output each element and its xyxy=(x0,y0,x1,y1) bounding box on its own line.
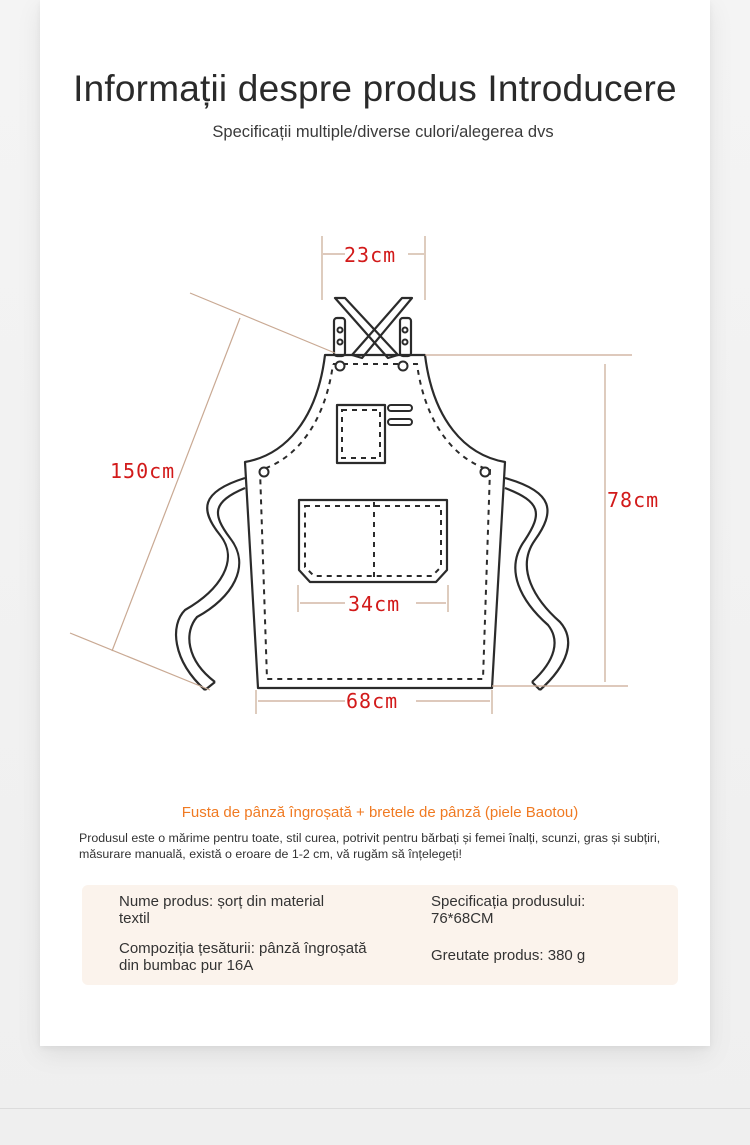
spec-product-name: Nume produs: șorț din material textil xyxy=(119,893,325,927)
spec-product-size: Specificația produsului: 76*68CM xyxy=(431,893,586,927)
rivet-icon xyxy=(403,328,408,333)
spec-fabric-composition: Compoziția țesăturii: pânză îngroșată din bumbac pur 16A xyxy=(119,940,367,974)
total-length-label: 150cm xyxy=(110,459,176,483)
rivet-icon xyxy=(338,328,343,333)
chest-pocket-stitching xyxy=(342,410,380,458)
strap-width-label: 23cm xyxy=(344,243,397,267)
body-stitching xyxy=(260,364,490,679)
rivet-icon xyxy=(403,340,408,345)
page-subtitle: Specificații multiple/diverse culori/alegerea dvs xyxy=(212,123,554,141)
pen-slot-icon xyxy=(388,419,412,425)
rivet-icon xyxy=(481,468,490,477)
apron-stitching xyxy=(260,364,490,679)
apron-rivets xyxy=(260,328,490,477)
specs-panel xyxy=(82,885,678,985)
product-description: Produsul este o mărime pentru toate, stil curea, potrivit pentru bărbați și femei înalți, scunzi, gras și subțiri, măsurare manuală, există o eroare de 1-2 cm, vă rugăm să înțelegeți! xyxy=(79,831,661,861)
rivet-icon xyxy=(399,362,408,371)
footer-divider xyxy=(0,1108,750,1109)
strap-buckle-right xyxy=(400,318,411,356)
fabric-title: Fusta de pânză îngroșată + bretele de pânză (piele Baotou) xyxy=(181,804,579,821)
apron-outline xyxy=(176,298,568,690)
waist-strap-left xyxy=(176,478,245,690)
page-title: Informații despre produs Introducere xyxy=(73,68,677,109)
waist-strap-right xyxy=(505,478,568,690)
rivet-icon xyxy=(260,468,269,477)
strap-buckle-left xyxy=(334,318,345,356)
rivet-icon xyxy=(336,362,345,371)
apron-length-label: 78cm xyxy=(607,488,660,512)
apron-width-label: 68cm xyxy=(346,689,399,713)
spec-product-weight: Greutate produs: 380 g xyxy=(431,947,586,964)
chest-pocket xyxy=(337,405,385,463)
pen-slot-icon xyxy=(388,405,412,411)
rivet-icon xyxy=(338,340,343,345)
pocket-width-label: 34cm xyxy=(348,592,401,616)
